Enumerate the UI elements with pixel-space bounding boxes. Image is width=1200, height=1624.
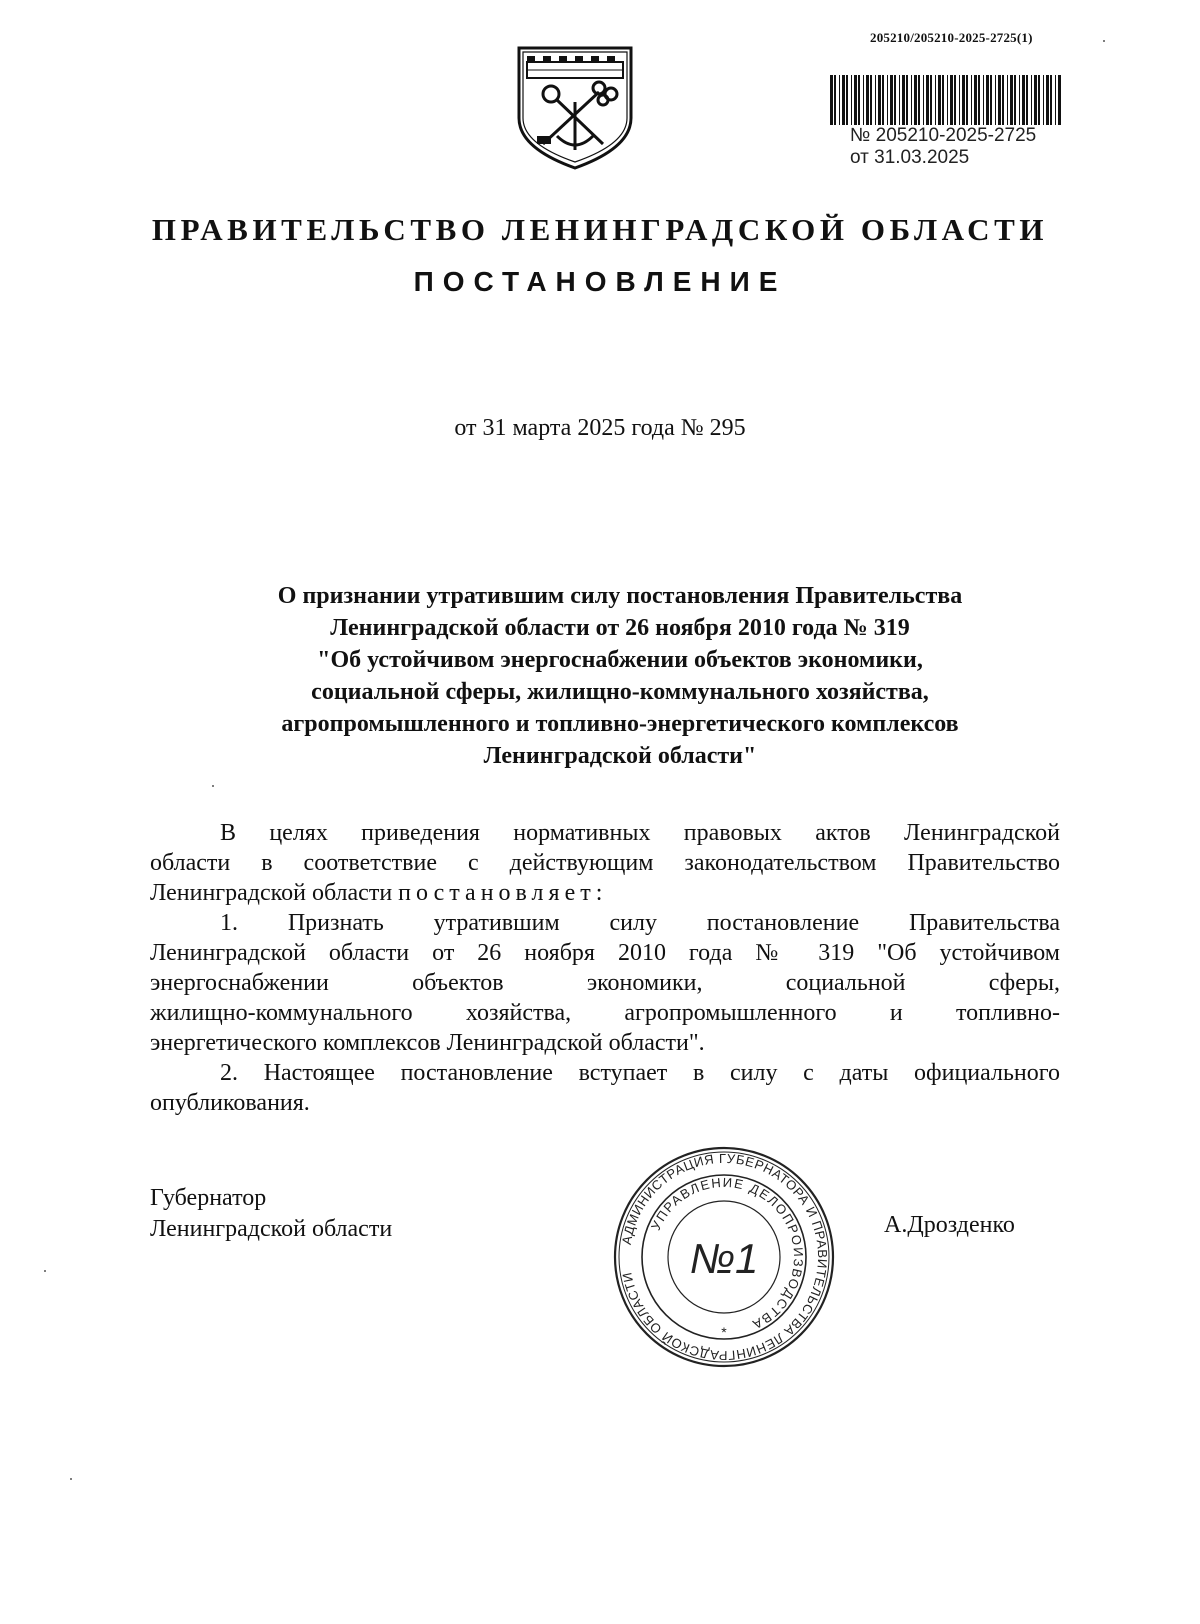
barcode-bar [902,75,905,125]
title-line: Ленинградской области" [483,743,757,769]
item-1-line: энергетического комплексов Ленинградской области". [150,1030,705,1056]
barcode-bar [1031,75,1032,125]
stamp-seal-icon [612,1145,836,1369]
barcode-bar [950,75,953,125]
barcode-bar [995,75,996,125]
barcode-bar [1034,75,1037,125]
official-stamp [612,1145,836,1369]
barcode-bar [911,75,912,125]
decrees-word: постановляет: [398,880,608,906]
barcode-bar [918,75,920,125]
barcode-bar [830,75,833,125]
barcode-bar [1046,75,1049,125]
barcode-bar [1055,75,1056,125]
barcode-bar [846,75,848,125]
barcode-bar [1058,75,1061,125]
registration-block [850,125,1036,169]
barcode-bar [882,75,884,125]
barcode-bar [858,75,860,125]
registration-date: от 31.03.2025 [850,147,970,168]
stamp-inner-text: УПРАВЛЕНИЕ ДЕЛОПРОИЗВОДСТВА [647,1174,807,1333]
position-line: Ленинградской области [150,1216,393,1242]
item-2-line: 2. Настоящее постановление вступает в силу с даты официального [220,1060,1060,1086]
barcode-bar [966,75,968,125]
item-2-line: опубликования. [150,1090,310,1116]
barcode-bar [887,75,888,125]
barcode-bar [863,75,864,125]
stamp-outer-text: АДМИНИСТРАЦИЯ ГУБЕРНАТОРА И ПРАВИТЕЛЬСТВА ЛЕНИНГРАДСКОЙ ОБЛАСТИ [618,1150,831,1364]
issuing-authority: ПРАВИТЕЛЬСТВО ЛЕНИНГРАДСКОЙ ОБЛАСТИ [151,212,1049,247]
barcode-bar [1038,75,1040,125]
signatory-name: А.Дрозденко [884,1212,1015,1238]
barcode-bar [930,75,932,125]
title-line: Ленинградской области от 26 ноября 2010 года № 319 [330,615,910,641]
scan-speck [44,1270,46,1272]
barcode-bar [899,75,900,125]
barcode-bar [978,75,980,125]
scan-speck [1103,40,1105,42]
signatory-position [150,1183,392,1245]
barcode-bar [1026,75,1028,125]
barcode-bar [914,75,917,125]
barcode-bar [854,75,857,125]
barcode-bar [935,75,936,125]
barcode-bar [851,75,852,125]
barcode-bar [938,75,941,125]
coat-of-arms-emblem [513,40,637,174]
barcode-bar [894,75,896,125]
title-line: О признании утратившим силу постановления Правительства [277,583,963,609]
coat-of-arms-icon [513,40,637,174]
barcode-bar [834,75,836,125]
barcode-bar [947,75,948,125]
barcode-bar [971,75,972,125]
barcode-bar [954,75,956,125]
item-1-line: энергоснабжении объектов экономики, социальной сферы, [150,970,1060,996]
barcode-bar [878,75,881,125]
document-date-number: от 31 марта 2025 года № 295 [454,415,746,441]
barcode-icon [830,75,1062,125]
barcode-bar [890,75,893,125]
barcode-bar [1022,75,1025,125]
registry-reference: 205210/205210-2025-2725(1) [870,30,1033,45]
barcode-bar [866,75,869,125]
barcode-bar [870,75,872,125]
document-body [150,818,1060,1118]
barcode-bar [1007,75,1008,125]
preamble-line: В целях приведения нормативных правовых актов Ленинградской [220,820,1060,846]
barcode-bar [1019,75,1020,125]
item-1-line: жилищно-коммунального хозяйства, агропромышленного и топливно- [150,1000,1060,1026]
scan-speck [212,785,214,787]
barcode-bar [906,75,908,125]
barcode-bar [1050,75,1052,125]
barcode-bar [942,75,944,125]
preamble-line: области в соответствие с действующим законодательством Правительство [150,850,1060,876]
registration-number: № 205210-2025-2725 [850,125,1037,146]
item-1-line: Ленинградской области от 26 ноября 2010 года № 319 "Об устойчивом [150,940,1060,966]
barcode-bar [998,75,1001,125]
barcode-bar [1043,75,1044,125]
barcode-bar [1014,75,1016,125]
barcode-bar [990,75,992,125]
barcode-bar [983,75,984,125]
barcode-bar [1002,75,1004,125]
barcode-bar [839,75,840,125]
barcode-bar [974,75,977,125]
document-barcode [830,75,1062,125]
stamp-number: №1 [689,1235,759,1282]
item-1-line: 1. Признать утратившим силу постановление Правительства [220,910,1060,936]
title-line: агропромышленного и топливно-энергетического комплексов [281,711,959,737]
stamp-star: * [721,1324,727,1340]
document-title [150,580,1090,772]
scan-speck [70,1478,72,1480]
barcode-bar [986,75,989,125]
preamble-line: Ленинградской области [150,880,393,906]
barcode-bar [959,75,960,125]
barcode-bar [962,75,965,125]
barcode-bar [1010,75,1013,125]
title-line: "Об устойчивом энергоснабжении объектов экономики, [317,647,923,673]
preamble-last-line [150,878,1060,908]
barcode-bar [923,75,924,125]
barcode-bar [842,75,845,125]
barcode-bar [926,75,929,125]
title-line: социальной сферы, жилищно-коммунального хозяйства, [311,679,929,705]
barcode-bar [875,75,876,125]
position-line: Губернатор [150,1185,267,1211]
document-type: ПОСТАНОВЛЕНИЕ [413,266,787,297]
